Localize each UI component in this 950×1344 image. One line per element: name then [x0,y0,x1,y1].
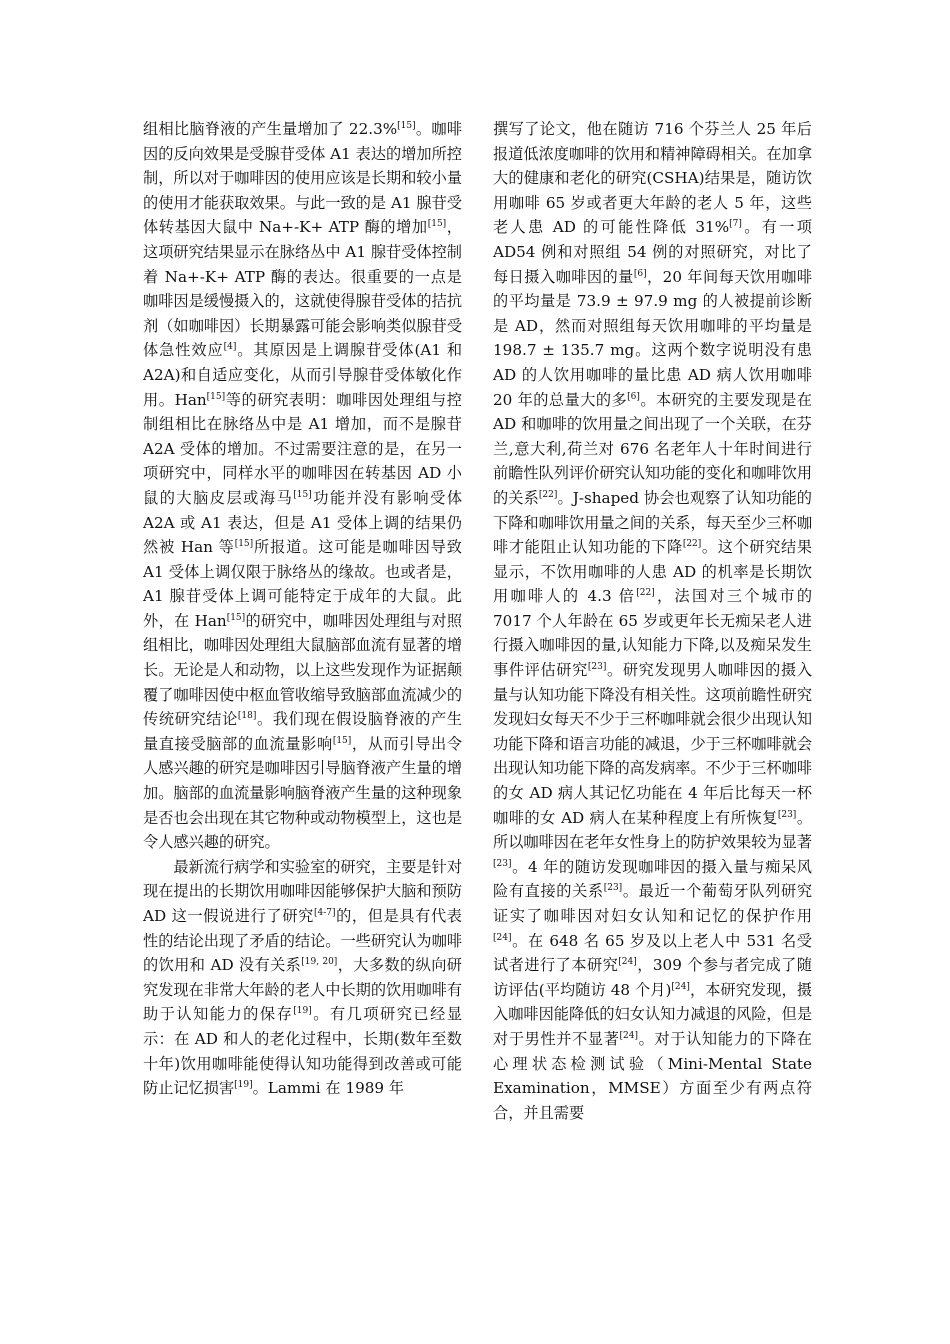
text-run: ，本研究发现，摄入咖啡因能降低的妇女认知力减退的风险，但是对于男性并不显著 [493,980,812,1048]
citation-superscript: [15] [332,735,352,746]
citation-superscript: [15] [397,121,416,131]
citation-superscript: [15] [226,612,246,623]
citation-superscript: [22] [538,489,558,500]
text-run: ，大多数的纵向研究发现在非常大年龄的老人中长期的饮用咖啡有助于认知能力的保存 [143,956,462,1024]
citation-superscript: [19] [293,1006,312,1017]
text-run: ，从而引导出令人感兴趣的研究是咖啡因引导脑脊液产生量的增加。脑部的血流量影响脑脊液产生量的这种现象是否也会出现在其它物种或动物模型上，这也是令人感兴趣的研究。 [143,734,463,852]
citation-superscript: [24] [671,981,690,992]
text-run: 。有一项 AD54 例和对照组 54 例的对照研究，对比了每日摄入咖啡因的量 [493,218,812,286]
citation-superscript: [22] [636,588,655,599]
text-run: 。本研究的主要发现是在 AD 和咖啡的饮用量之间出现了一个关联，在芬兰,意大利,荷兰对 676 名老年人十年时间进行前瞻性队列评价研究认知功能的变化和咖啡饮用的关系 [493,390,813,507]
citation-superscript: [24] [493,932,512,943]
body-paragraph [143,117,462,855]
citation-superscript: [23] [493,858,512,869]
text-run: 。研究发现男人咖啡因的摄入量与认知功能下降没有相关性。这项前瞻性研究发现妇女每天不少于三杯咖啡就会很少出现认知功能下降和语言功能的减退，少于三杯咖啡就会出现认知功能下降的高发病率。不少于三杯咖啡的女 AD 病人其记忆功能在 4 年后比每天一杯咖啡的女 AD 病人在某种程度上有所恢复 [493,661,813,827]
text-run: 。其原因是上调腺苷受体(A1 和 A2A)和自适应变化，从而引导腺苷受体敏化作用。Han [143,341,463,409]
text-run: 等的研究表明：咖啡因处理组与控制组相比在脉络丛中是 A1 增加，而不是腺苷 A2A 受体的增加。不过需要注意的是，在另一项研究中，同样水平的咖啡因在转基因 AD 小鼠的大脑皮层或海马 [143,390,462,507]
citation-superscript: [24] [619,1030,639,1041]
text-run: 组相比脑脊液的产生量增加了 22.3% [143,120,398,138]
citation-superscript: [15] [234,539,254,550]
citation-superscript: [19] [234,1080,253,1091]
text-run: 。Lammi 在 1989 年 [252,1079,405,1098]
citation-superscript: [23] [603,883,623,894]
citation-superscript: [6] [633,268,647,279]
citation-superscript: [18] [237,711,257,722]
right-column [493,117,812,1125]
text-run: 所报道。这可能是咖啡因导致 A1 受体上调仅限于脉络丛的缘故。也或者是，A1 腺苷受体上调可能特定于成年的大鼠。此外，在 Han [143,538,462,630]
text-run: 的，但是具有代表性的结论出现了矛盾的结论。一些研究认为咖啡的饮用和 AD 没有关系 [143,907,462,975]
text-run: ，20 年间每天饮用咖啡的平均量是 73.9 ± 97.9 mg 的人被提前诊断是 AD，然而对照组每天饮用咖啡的平均量是 198.7 ± 135.7 mg。这两个数字说明没有患 AD 的人饮用咖啡的量比患 AD 病人饮用咖啡 20 年的总量大的多 [493,267,813,409]
text-run: 。咖啡因的反向效果是受腺苷受体 A1 表达的增加所控制，所以对于咖啡因的使用应该是长期和较小量的使用才能获取效果。与此一致的是 A1 腺苷受体转基因大鼠中 Na+-K+ ATP 酶的增加 [143,120,463,237]
citation-superscript: [19, 20] [301,957,338,968]
text-run: ，这项研究结果显示在脉络丛中 A1 腺苷受体控制着 Na+-K+ ATP 酶的表达。很重要的一点是咖啡因是缓慢摄入的，这就使得腺苷受体的拮抗剂（如咖啡因）长期暴露可能会影响类似腺苷受体急性效应 [143,218,462,360]
left-column [143,117,462,1101]
text-run: 。我们现在假设脑脊液的产生量直接受脑部的血流量影响 [143,710,463,753]
citation-superscript: [23] [777,809,797,820]
citation-superscript: [7] [729,219,742,230]
text-run: 的研究中，咖啡因处理组与对照组相比，咖啡因处理组大鼠脑部血流有显著的增长。无论是人和动物，以上这些发现作为证据颠覆了咖啡因使中枢血管收缩导致脑部血流减少的传统研究结论 [143,611,463,729]
citation-superscript: [4] [223,342,237,353]
text-run: ，309 个参与者完成了随访评估(平均随访 48 个月) [493,956,812,999]
text-run: 。在 648 名 65 岁及以上老人中 531 名受试者进行了本研究 [493,931,812,975]
text-run: 。4 年的随访发现咖啡因的摄入量与痴呆风险有直接的关系 [493,857,812,901]
citation-superscript: [22] [682,539,702,550]
body-paragraph [143,855,462,1101]
citation-superscript: [15] [293,489,312,500]
citation-superscript: [23] [587,662,607,673]
text-run: 撰写了论文，他在随访 716 个芬兰人 25 年后报道低浓度咖啡的饮用和精神障碍相关。在加拿大的健康和老化的研究(CSHA)结果是，随访饮用咖啡 65 岁或者更大年龄的老人 5 年，这些老人患 AD 的可能性降低 31% [493,120,812,237]
text-run: 最新流行病学和实验室的研究，主要是针对现在提出的长期饮用咖啡因能够保护大脑和预防 AD 这一假说进行了研究 [143,857,462,925]
citation-superscript: [6] [627,391,640,402]
text-run: 。所以咖啡因在老年女性身上的防护效果较为显著 [493,808,813,852]
text-run: 。这个研究结果显示，不饮用咖啡的人患 AD 的机率是长期饮用咖啡人的 4.3 倍 [493,538,813,606]
citation-superscript: [15] [206,391,226,402]
citation-superscript: [24] [618,957,637,968]
body-paragraph [493,117,812,1125]
text-run: 。J-shaped 协会也观察了认知功能的下降和咖啡饮用量之间的关系，每天至少三杯咖啡才能阻止认知功能的下降 [493,488,812,557]
text-run: 功能并没有影响受体 A2A 或 A1 表达，但是 A1 受体上调的结果仍然被 Han 等 [143,488,463,557]
text-run: 。有几项研究已经显示：在 AD 和人的老化过程中，长期(数年至数十年)饮用咖啡能使得认知功能得到改善或可能防止记忆损害 [143,1005,463,1098]
text-run: ，法国对三个城市的 7017 个人年龄在 65 岁或更年长无痴呆老人进行摄入咖啡因的量,认知能力下降,以及痴呆发生事件评估研究 [493,587,813,680]
text-run: 。最近一个葡萄牙队列研究证实了咖啡因对妇女认知和记忆的保护作用 [493,882,813,925]
citation-superscript: [4-7] [313,908,336,918]
text-run: 。对于认知能力的下降在心理状态检测试验（Mini-Mental State Examination，MMSE）方面至少有两点符合，并且需要 [493,1029,813,1122]
citation-superscript: [15] [427,219,447,230]
